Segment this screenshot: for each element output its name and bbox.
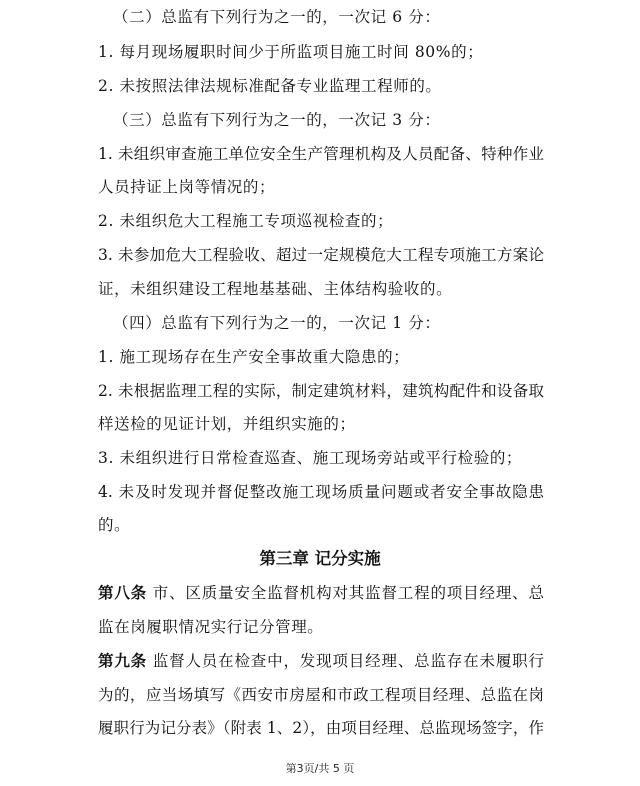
section-3-item-2: 2. 未组织危大工程施工专项巡视检查的； <box>98 212 394 230</box>
section-4-heading: （四）总监有下列行为之一的，一次记 1 分： <box>113 314 441 332</box>
article-8-line-1 <box>98 583 544 603</box>
section-3-item-3-line-2: 证，未组织建设工程地基基础、主体结构验收的。 <box>98 280 453 298</box>
section-4-item-2-line-1: 2. 未根据监理工程的实际，制定建筑材料，建筑构配件和设备取 <box>98 382 544 400</box>
article-8-line-2: 监在岗履职情况实行记分管理。 <box>98 618 324 636</box>
section-4-item-4-line-1: 4. 未及时发现并督促整改施工现场质量问题或者安全事故隐患 <box>98 483 544 501</box>
section-2-heading: （二）总监有下列行为之一的，一次记 6 分： <box>113 8 441 26</box>
article-9-line-1 <box>98 651 544 671</box>
section-3-heading: （三）总监有下列行为之一的，一次记 3 分： <box>113 111 441 129</box>
article-9-text: 监督人员在检查中，发现项目经理、总监存在未履职行 <box>147 652 544 670</box>
section-2-item-1: 1. 每月现场履职时间少于所监项目施工时间 80%的； <box>98 43 484 61</box>
section-3-item-1-line-1: 1. 未组织审查施工单位安全生产管理机构及人员配备、特种作业 <box>98 145 544 163</box>
article-9-label: 第九条 <box>98 652 148 670</box>
article-8-label: 第八条 <box>98 584 148 602</box>
article-9-line-3: 履职行为记分表》（附表 1、2），由项目经理、总监现场签字，作 <box>98 719 544 737</box>
section-3-item-1-line-2: 人员持证上岗等情况的； <box>98 178 276 196</box>
page-number: 第3页/共 5 页 <box>285 762 355 775</box>
section-4-item-3: 3. 未组织进行日常检查巡查、施工现场旁站或平行检验的； <box>98 449 523 467</box>
section-3-item-3-line-1: 3. 未参加危大工程验收、超过一定规模危大工程专项施工方案论 <box>98 246 544 264</box>
article-9-line-2: 为的，应当场填写《西安市房屋和市政工程项目经理、总监在岗 <box>98 686 544 704</box>
section-4-item-2-line-2: 样送检的见证计划，并组织实施的； <box>98 415 356 433</box>
section-4-item-1: 1. 施工现场存在生产安全事故重大隐患的； <box>98 348 410 366</box>
article-8-text: 市、区质量安全监督机构对其监督工程的项目经理、总 <box>147 584 544 602</box>
chapter-title: 第三章 记分实施 <box>259 549 381 568</box>
section-2-item-2: 2. 未按照法律法规标准配备专业监理工程师的。 <box>98 77 442 95</box>
section-4-item-4-line-2: 的。 <box>98 516 131 534</box>
